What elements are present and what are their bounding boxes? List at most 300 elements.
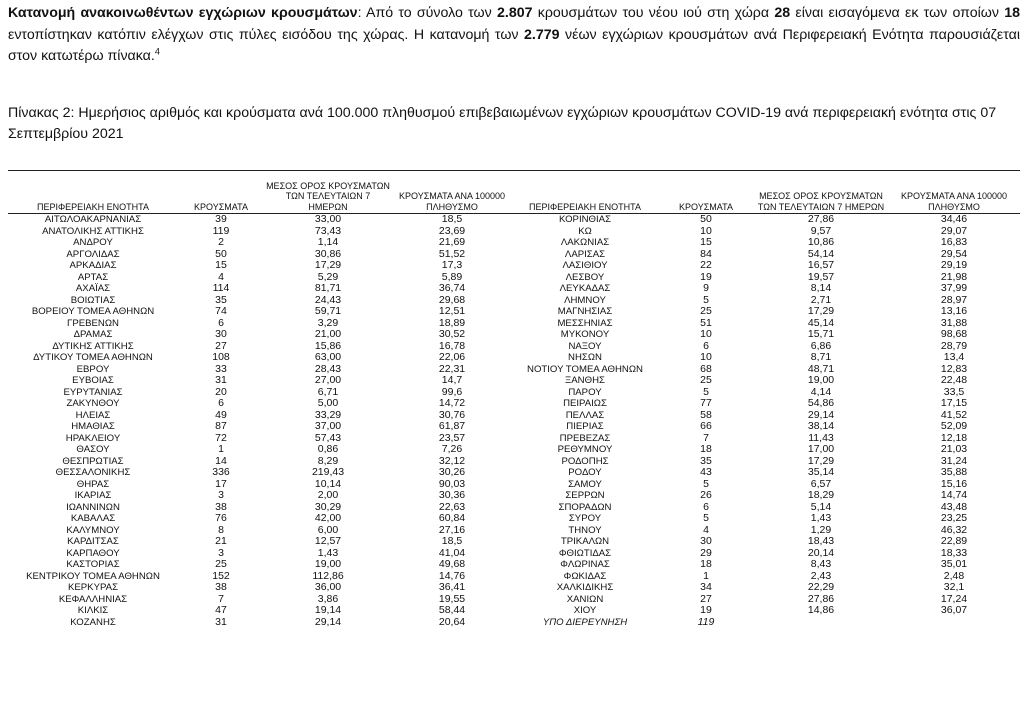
right-cases-cell: 25 [700,375,712,387]
right-per100k-cell: 14,74 [940,490,968,502]
left-unit-name-cell: ΒΟΡΕΙΟΥ ΤΟΜΕΑ ΑΘΗΝΩΝ [31,306,155,318]
right-unit-name-cell: ΧΙΟΥ [573,605,597,617]
right-avg7-cell: 2,71 [810,294,832,306]
table-row [8,571,1020,583]
left-per100k-cell: 29,68 [438,294,466,306]
table-row [8,456,1020,468]
left-cases-cell: 33 [215,363,227,375]
left-unit-name-cell: ΘΕΣΣΑΛΟΝΙΚΗΣ [55,467,131,479]
right-unit-name-cell: ΞΑΝΘΗΣ [565,375,605,387]
left-per100k-cell: 41,04 [438,547,466,559]
left-per100k-cell: 19,55 [438,593,466,605]
right-per100k-cell: 12,18 [940,432,968,444]
left-unit-name-cell: ΚΙΛΚΙΣ [77,605,109,617]
table-row [8,226,1020,238]
right-unit-name-cell: ΣΕΡΡΩΝ [565,490,605,502]
intro-text-2: κρουσμάτων του νέου ιού στη χώρα [532,5,775,21]
right-avg7-cell: 6,86 [810,340,832,352]
left-cases-cell: 336 [212,467,230,479]
right-per100k-cell: 32,1 [943,582,965,594]
cases-table-wrapper [8,170,1020,628]
right-per100k-cell: 13,16 [940,306,968,318]
left-per100k-cell: 30,36 [438,490,466,502]
header-unit-left: ΠΕΡΙΦΕΡΕΙΑΚΗ ΕΝΟΤΗΤΑ [8,171,178,214]
right-per100k-cell: 34,46 [940,213,968,226]
right-unit-name-cell: ΦΘΙΩΤΙΔΑΣ [558,547,612,559]
right-per100k-cell: 36,07 [940,605,968,617]
left-avg7-cell: 3,29 [317,317,339,329]
left-per100k-cell: 32,12 [438,455,466,467]
right-unit-name-cell: ΣΠΟΡΑΔΩΝ [558,501,612,513]
header-avg7-left: ΜΕΣΟΣ ΟΡΟΣ ΚΡΟΥΣΜΑΤΩΝ ΤΩΝ ΤΕΛΕΥΤΑΙΩΝ 7 ΗΜΕΡΩΝ [264,171,392,214]
left-unit-name-cell: ΙΚΑΡΙΑΣ [74,490,112,502]
left-cases-cell: 8 [218,524,224,536]
table-row [8,502,1020,514]
intro-text-5: νέων εγχώριων κρουσμάτων ανά Περιφερειακή Ενότητα παρουσιάζεται στον κατωτέρω πίνακα. [8,26,1020,64]
right-avg7-cell: 27,86 [807,593,835,605]
right-avg7-cell: 8,14 [810,283,832,295]
left-cases-cell: 39 [215,213,227,226]
left-per100k-cell: 51,52 [438,248,466,260]
left-per100k-cell: 20,64 [438,616,466,628]
left-unit-name-cell: ΙΩΑΝΝΙΝΩΝ [66,501,120,513]
left-cases-cell: 6 [218,317,224,329]
right-avg7-cell: 2,43 [810,570,832,582]
right-unit-name-cell: ΛΑΡΙΣΑΣ [564,248,606,260]
left-cases-cell: 87 [215,421,227,433]
left-avg7-cell: 6,00 [317,524,339,536]
left-unit-name-cell: ΘΑΣΟΥ [76,444,110,456]
left-cases-cell: 38 [215,501,227,513]
left-avg7-cell: 1,14 [317,237,339,249]
left-per100k-cell: 30,76 [438,409,466,421]
left-avg7-cell: 19,14 [314,605,342,617]
table-row [8,444,1020,456]
table-row [8,306,1020,318]
right-cases-cell: 22 [700,260,712,272]
left-per100k-cell: 60,84 [438,513,466,525]
left-avg7-cell: 36,00 [314,582,342,594]
table-caption: Πίνακας 2: Ημερήσιος αριθμός και κρούσματα ανά 100.000 πληθυσμού επιβεβαιωμένων εγχώριων κρουσμάτων COVID-19 ανά περιφερειακή ενότητα στις 07 Σεπτεμβρίου 2021 [8,105,997,142]
right-unit-name-cell: ΛΕΥΚΑΔΑΣ [559,283,611,295]
right-avg7-cell: 8,71 [810,352,832,364]
right-avg7-cell: 18,43 [807,536,835,548]
right-cases-cell: 19 [700,605,712,617]
right-cases-cell: 4 [703,524,709,536]
right-cases-cell: 35 [700,455,712,467]
domestic-cases: 2.779 [524,26,560,43]
right-unit-name-cell: ΝΗΣΩΝ [568,352,602,364]
left-per100k-cell: 22,63 [438,501,466,513]
total-cases: 2.807 [496,5,533,21]
left-unit-name-cell: ΕΥΒΟΙΑΣ [72,375,114,387]
left-per100k-cell: 18,5 [441,213,463,226]
right-unit-name-cell: ΤΡΙΚΑΛΩΝ [560,536,610,548]
right-unit-name-cell: ΚΩ [578,225,592,237]
left-avg7-cell: 1,43 [317,547,339,559]
table-header-row [8,171,1020,214]
right-unit-name-cell: ΠΙΕΡΙΑΣ [566,421,604,433]
right-cases-cell: 5 [703,513,709,525]
right-per100k-cell: 21,03 [940,444,968,456]
left-unit-name-cell: ΗΡΑΚΛΕΙΟΥ [65,432,121,444]
table-row [8,318,1020,330]
right-unit-name-cell: ΜΥΚΟΝΟΥ [560,329,610,341]
left-per100k-cell: 14,72 [438,398,466,410]
right-cases-cell: 50 [700,213,712,226]
left-cases-cell: 17 [215,478,227,490]
table-row [8,249,1020,261]
right-cases-cell: 25 [700,306,712,318]
right-per100k-cell: 35,88 [940,467,968,479]
left-cases-cell: 27 [215,340,227,352]
right-per100k-cell: 46,32 [940,524,968,536]
cases-table [8,170,1020,628]
right-avg7-cell: 10,86 [807,237,835,249]
table-row [8,490,1020,502]
right-per100k-cell: 17,15 [940,398,968,410]
left-cases-cell: 20 [215,386,227,398]
right-cases-cell: 68 [700,363,712,375]
left-avg7-cell: 17,29 [314,260,342,272]
right-unit-name-cell: ΠΕΙΡΑΙΩΣ [563,398,607,410]
right-avg7-cell: 4,14 [810,386,832,398]
table-row [8,582,1020,594]
right-cases-cell: 6 [703,340,709,352]
left-unit-name-cell: ΕΒΡΟΥ [76,363,110,375]
right-unit-name-cell: ΦΩΚΙΔΑΣ [563,570,607,582]
right-unit-name-cell: ΛΕΣΒΟΥ [565,271,605,283]
left-per100k-cell: 30,52 [438,329,466,341]
right-cases-cell: 1 [703,570,709,582]
right-cases-cell: 5 [703,386,709,398]
left-unit-name-cell: ΗΛΕΙΑΣ [75,409,111,421]
left-unit-name-cell: ΚΑΡΠΑΘΟΥ [66,547,120,559]
left-per100k-cell: 23,69 [438,225,466,237]
right-cases-cell: 29 [700,547,712,559]
intro-text-1: : Από το σύνολο των [357,5,497,21]
left-unit-name-cell: ΑΡΤΑΣ [77,271,109,283]
left-cases-cell: 25 [215,559,227,571]
left-unit-name-cell: ΚΑΛΥΜΝΟΥ [66,524,120,536]
left-avg7-cell: 2,00 [317,490,339,502]
left-cases-cell: 4 [218,271,224,283]
left-unit-name-cell: ΔΥΤΙΚΟΥ ΤΟΜΕΑ ΑΘΗΝΩΝ [33,352,153,364]
right-cases-cell: 58 [700,409,712,421]
right-per100k-cell: 33,5 [943,386,965,398]
table-row [8,341,1020,353]
left-unit-name-cell: ΚΑΣΤΟΡΙΑΣ [66,559,120,571]
right-avg7-cell: 6,57 [810,478,832,490]
right-avg7-cell: 20,14 [807,547,835,559]
left-cases-cell: 76 [215,513,227,525]
left-avg7-cell: 5,00 [317,398,339,410]
left-per100k-cell: 12,51 [438,306,466,318]
left-cases-cell: 74 [215,306,227,318]
left-avg7-cell: 219,43 [311,467,345,479]
right-unit-name-cell: ΠΡΕΒΕΖΑΣ [559,432,611,444]
right-unit-name-cell: ΛΗΜΝΟΥ [564,294,606,306]
left-cases-cell: 119 [212,225,230,237]
table-row [8,272,1020,284]
left-avg7-cell: 5,29 [317,271,339,283]
right-unit-name-cell: ΥΠΟ ΔΙΕΡΕΥΝΗΣΗ [542,616,628,628]
left-avg7-cell: 19,00 [314,559,342,571]
left-per100k-cell: 36,41 [438,582,466,594]
right-per100k-cell: 23,25 [940,513,968,525]
right-avg7-cell: 17,29 [807,455,835,467]
left-per100k-cell: 21,69 [438,237,466,249]
left-unit-name-cell: ΔΡΑΜΑΣ [73,329,113,341]
right-per100k-cell: 31,24 [940,455,968,467]
left-avg7-cell: 30,29 [314,501,342,513]
right-per100k-cell: 29,07 [940,225,968,237]
right-avg7-cell: 17,00 [807,444,835,456]
table-row [8,375,1020,387]
right-unit-name-cell: ΝΑΞΟΥ [568,340,602,352]
left-avg7-cell: 112,86 [312,570,344,582]
right-avg7-cell [754,617,888,629]
left-cases-cell: 30 [215,329,227,341]
table-row [8,329,1020,341]
right-per100k-cell: 31,88 [940,317,968,329]
right-cases-cell: 10 [700,352,712,364]
left-unit-name-cell: ΚΑΒΑΛΑΣ [70,513,116,525]
right-per100k-cell: 29,54 [940,248,968,260]
right-cases-cell: 51 [700,317,712,329]
left-avg7-cell: 33,00 [314,213,342,226]
right-avg7-cell: 22,29 [807,582,835,594]
header-cases-right: ΚΡΟΥΣΜΑΤΑ [658,171,754,214]
right-cases-cell: 10 [700,225,712,237]
header-cases-left: ΚΡΟΥΣΜΑΤΑ [178,171,264,214]
table-row [8,260,1020,272]
left-unit-name-cell: ΖΑΚΥΝΘΟΥ [66,398,120,410]
right-cases-cell: 5 [703,294,709,306]
left-unit-name-cell: ΘΕΣΠΡΩΤΙΑΣ [62,455,124,467]
table-row [8,214,1020,226]
left-per100k-cell: 16,78 [438,340,466,352]
left-avg7-cell: 29,14 [314,616,342,628]
table-row [8,479,1020,491]
left-avg7-cell: 3,86 [317,593,339,605]
left-avg7-cell: 63,00 [314,352,342,364]
right-per100k-cell: 43,48 [940,501,968,513]
left-avg7-cell: 73,43 [314,225,342,237]
left-cases-cell: 3 [218,547,224,559]
left-avg7-cell: 8,29 [317,455,339,467]
left-cases-cell: 50 [215,248,227,260]
left-unit-name-cell: ΚΕΝΤΡΙΚΟΥ ΤΟΜΕΑ ΑΘΗΝΩΝ [26,570,160,582]
table-row [8,548,1020,560]
right-per100k-cell: 13,4 [943,352,965,364]
left-avg7-cell: 27,00 [314,375,342,387]
left-avg7-cell: 59,71 [314,306,342,318]
right-cases-cell: 26 [700,490,712,502]
right-per100k-cell: 98,68 [940,329,968,341]
gate-cases: 18 [1004,5,1021,21]
right-cases-cell: 34 [700,582,712,594]
right-per100k-cell: 22,48 [940,375,968,387]
right-per100k-cell: 2,48 [943,570,965,582]
left-unit-name-cell: ΚΕΡΚΥΡΑΣ [67,582,118,594]
left-per100k-cell: 30,26 [438,467,466,479]
right-unit-name-cell: ΡΟΔΟΥ [568,467,602,479]
left-unit-name-cell: ΒΟΙΩΤΙΑΣ [70,294,116,306]
right-avg7-cell: 19,57 [807,271,835,283]
right-avg7-cell: 9,57 [810,225,832,237]
left-per100k-cell: 36,74 [438,283,466,295]
right-per100k-cell: 15,16 [940,478,968,490]
right-per100k-cell: 18,33 [940,547,968,559]
left-per100k-cell: 27,16 [438,524,466,536]
table-row [8,410,1020,422]
left-avg7-cell: 21,00 [314,329,342,341]
right-per100k-cell: 17,24 [940,593,968,605]
right-avg7-cell: 29,14 [807,409,835,421]
left-per100k-cell: 22,31 [438,363,466,375]
header-unit-right: ΠΕΡΙΦΕΡΕΙΑΚΗ ΕΝΟΤΗΤΑ [512,171,658,214]
right-unit-name-cell: ΧΑΝΙΩΝ [566,593,604,605]
right-per100k-cell: 28,97 [940,294,968,306]
right-unit-name-cell: ΛΑΣΙΘΙΟΥ [562,260,608,272]
right-per100k-cell [888,617,1020,629]
left-unit-name-cell: ΑΡΓΟΛΙΔΑΣ [66,248,120,260]
table-row [8,387,1020,399]
right-avg7-cell: 38,14 [807,421,835,433]
right-cases-cell: 119 [697,616,715,628]
left-avg7-cell: 6,71 [317,386,339,398]
left-avg7-cell: 12,57 [314,536,342,548]
left-cases-cell: 6 [218,398,224,410]
left-cases-cell: 49 [215,409,227,421]
table-row [8,525,1020,537]
table-row [8,421,1020,433]
intro-text-3: είναι εισαγόμενα εκ των οποίων [790,5,1005,21]
right-avg7-cell: 5,14 [810,501,832,513]
left-unit-name-cell: ΑΝΔΡΟΥ [73,237,113,249]
right-unit-name-cell: ΝΟΤΙΟΥ ΤΟΜΕΑ ΑΘΗΝΩΝ [527,363,643,375]
left-cases-cell: 114 [212,283,230,295]
table-row [8,433,1020,445]
left-avg7-cell: 57,43 [314,432,342,444]
left-unit-name-cell: ΑΡΚΑΔΙΑΣ [69,260,117,272]
table-row [8,398,1020,410]
right-per100k-cell: 29,19 [940,260,968,272]
right-unit-name-cell: ΡΟΔΟΠΗΣ [561,455,609,467]
left-per100k-cell: 18,89 [438,317,466,329]
header-per100k-left: ΚΡΟΥΣΜΑΤΑ ΑΝΑ 100000 ΠΛΗΘΥΣΜΟ [392,171,512,214]
right-avg7-cell: 16,57 [807,260,835,272]
right-avg7-cell: 54,86 [807,398,835,410]
table-row [8,364,1020,376]
table-row [8,295,1020,307]
right-unit-name-cell: ΦΛΩΡΙΝΑΣ [560,559,610,571]
intro-title: Κατανομή ανακοινωθέντων εγχώριων κρουσμάτων [8,5,358,21]
right-avg7-cell: 14,86 [807,605,835,617]
imported-cases: 28 [774,5,791,21]
right-cases-cell: 77 [700,398,712,410]
right-unit-name-cell: ΚΟΡΙΝΘΙΑΣ [558,214,612,226]
right-cases-cell: 18 [700,559,712,571]
right-cases-cell: 30 [700,536,712,548]
right-unit-name-cell: ΠΑΡΟΥ [568,386,602,398]
right-cases-cell: 5 [703,478,709,490]
left-cases-cell: 47 [215,605,227,617]
right-unit-name-cell: ΣΥΡΟΥ [568,513,602,525]
left-avg7-cell: 81,71 [314,283,342,295]
left-cases-cell: 1 [218,444,224,456]
right-unit-name-cell: ΤΗΝΟΥ [568,524,602,536]
footnote-marker: 4 [154,46,160,57]
left-cases-cell: 35 [215,294,227,306]
left-avg7-cell: 0,86 [317,444,339,456]
left-cases-cell: 7 [218,593,224,605]
right-cases-cell: 19 [700,271,712,283]
right-avg7-cell: 17,29 [807,306,835,318]
right-unit-name-cell: ΜΕΣΣΗΝΙΑΣ [557,317,613,329]
left-unit-name-cell: ΑΝΑΤΟΛΙΚΗΣ ΑΤΤΙΚΗΣ [42,225,144,237]
left-unit-name-cell: ΚΟΖΑΝΗΣ [70,616,116,628]
right-avg7-cell: 1,29 [810,524,832,536]
left-cases-cell: 21 [215,536,227,548]
right-avg7-cell: 27,86 [807,213,835,226]
table-row [8,594,1020,606]
right-per100k-cell: 16,83 [940,237,968,249]
left-avg7-cell: 15,86 [314,340,342,352]
right-unit-name-cell: ΜΑΓΝΗΣΙΑΣ [557,306,613,318]
right-avg7-cell: 54,14 [807,248,835,260]
left-unit-name-cell: ΚΕΦΑΛΛΗΝΙΑΣ [58,593,128,605]
left-unit-name-cell: ΔΥΤΙΚΗΣ ΑΤΤΙΚΗΣ [52,340,134,352]
left-unit-name-cell: ΑΧΑΪΑΣ [75,283,111,295]
left-avg7-cell: 33,29 [314,409,342,421]
left-unit-name-cell: ΗΜΑΘΙΑΣ [71,421,115,433]
left-cases-cell: 15 [215,260,227,272]
left-avg7-cell: 37,00 [314,421,342,433]
right-avg7-cell: 15,71 [807,329,835,341]
right-per100k-cell: 22,89 [940,536,968,548]
left-cases-cell: 2 [218,237,224,249]
right-unit-name-cell: ΛΑΚΩΝΙΑΣ [560,237,610,249]
left-cases-cell: 14 [215,455,227,467]
right-avg7-cell: 35,14 [807,467,835,479]
left-avg7-cell: 30,86 [314,248,342,260]
table-row [8,283,1020,295]
right-per100k-cell: 28,79 [940,340,968,352]
left-avg7-cell: 42,00 [314,513,342,525]
left-unit-name-cell: ΘΗΡΑΣ [76,478,110,490]
right-cases-cell: 18 [700,444,712,456]
right-cases-cell: 43 [700,467,712,479]
table-row [8,536,1020,548]
left-per100k-cell: 7,26 [441,444,463,456]
right-cases-cell: 6 [703,501,709,513]
left-cases-cell: 3 [218,490,224,502]
left-cases-cell: 152 [212,570,230,582]
right-unit-name-cell: ΣΑΜΟΥ [568,478,602,490]
table-row [8,605,1020,617]
left-per100k-cell: 90,03 [438,478,466,490]
right-unit-name-cell: ΧΑΛΚΙΔΙΚΗΣ [556,582,614,594]
right-per100k-cell: 21,98 [940,271,968,283]
right-unit-name-cell: ΡΕΘΥΜΝΟΥ [557,444,613,456]
right-avg7-cell: 19,00 [807,375,835,387]
right-unit-name-cell: ΠΕΛΛΑΣ [565,409,605,421]
right-cases-cell: 9 [703,283,709,295]
left-cases-cell: 31 [215,375,227,387]
table-row [8,352,1020,364]
